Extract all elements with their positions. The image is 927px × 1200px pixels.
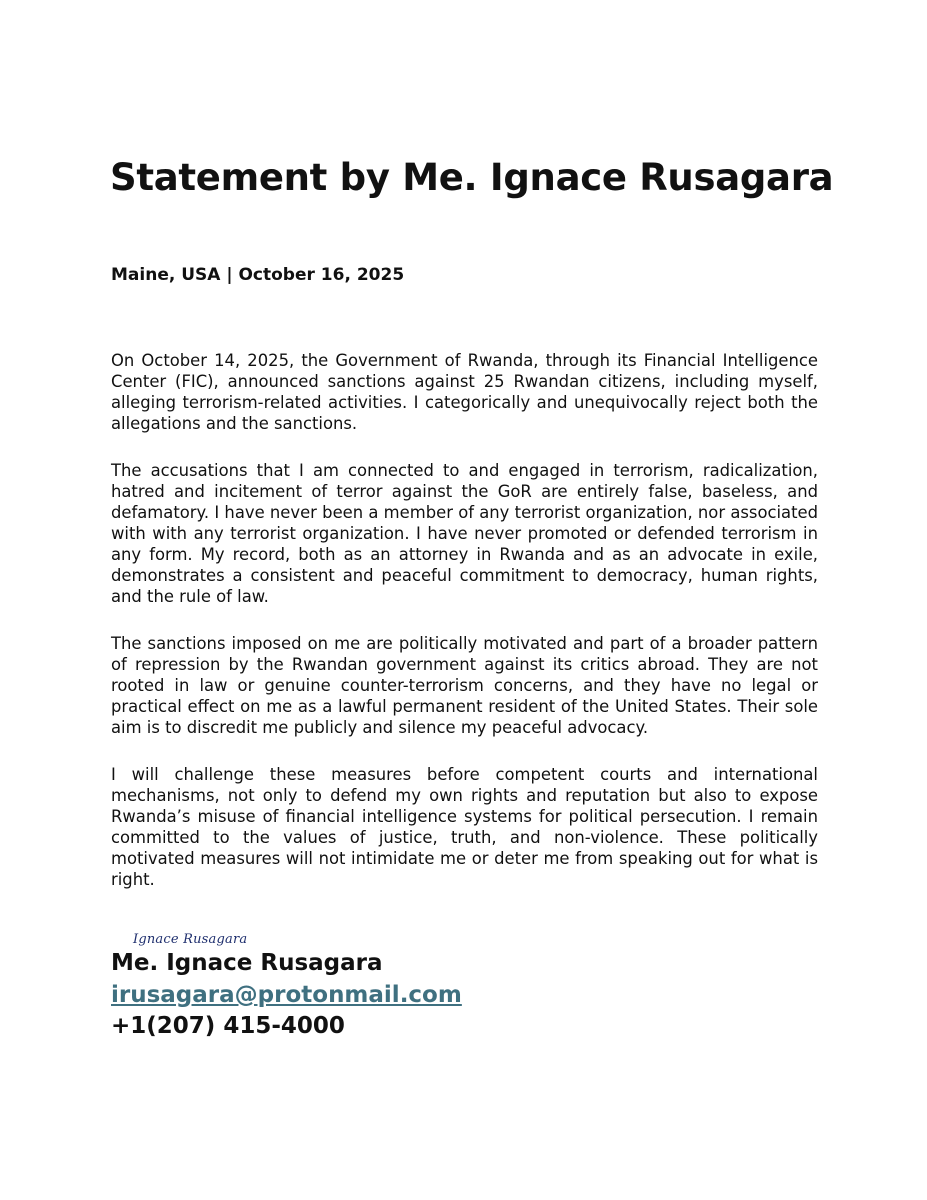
paragraph-4: I will challenge these measures before competent courts and international mechanisms, not only to defend my own rights and reputation but also to expose Rwanda’s misuse of financial intelligence systems for political persecution. I remain committed to the values of justice, truth, and non-violence. These politically motivated measures will not intimidate me or deter me from speaking out for what is right.: [111, 765, 818, 889]
paragraph-1: On October 14, 2025, the Government of Rwanda, through its Financial Intelligence Center (FIC), announced sanctions against 25 Rwandan citizens, including myself, alleging terrorism-related activities. I categorically and unequivocally reject both the allegations and the sanctions.: [111, 351, 818, 433]
phone-number: +1(207) 415-4000: [111, 1013, 345, 1039]
signatory-name: Me. Ignace Rusagara: [111, 950, 383, 976]
dateline: Maine, USA | October 16, 2025: [111, 265, 405, 285]
handwritten-signature: Ignace Rusagara: [133, 932, 248, 947]
paragraph-2: The accusations that I am connected to and engaged in terrorism, radicalization, hatred and incitement of terror against the GoR are entirely false, baseless, and defamatory. I have never been a member of any terrorist organization, nor associated with with any terrorist organization. I have never promoted or defended terrorism in any form. My record, both as an attorney in Rwanda and as an advocate in exile, demonstrates a consistent and peaceful commitment to democracy, human rights, and the rule of law.: [111, 461, 818, 606]
statement-body: [111, 350, 818, 916]
paragraph-3: The sanctions imposed on me are politically motivated and part of a broader pattern of repression by the Rwandan government against its critics abroad. They are not rooted in law or genuine counter-terrorism concerns, and they have no legal or practical effect on me as a lawful permanent resident of the United States. Their sole aim is to discredit me publicly and silence my peaceful advocacy.: [111, 634, 818, 737]
email-link[interactable]: irusagara@protonmail.com: [111, 982, 462, 1008]
page-title: Statement by Me. Ignace Rusagara: [110, 156, 834, 199]
